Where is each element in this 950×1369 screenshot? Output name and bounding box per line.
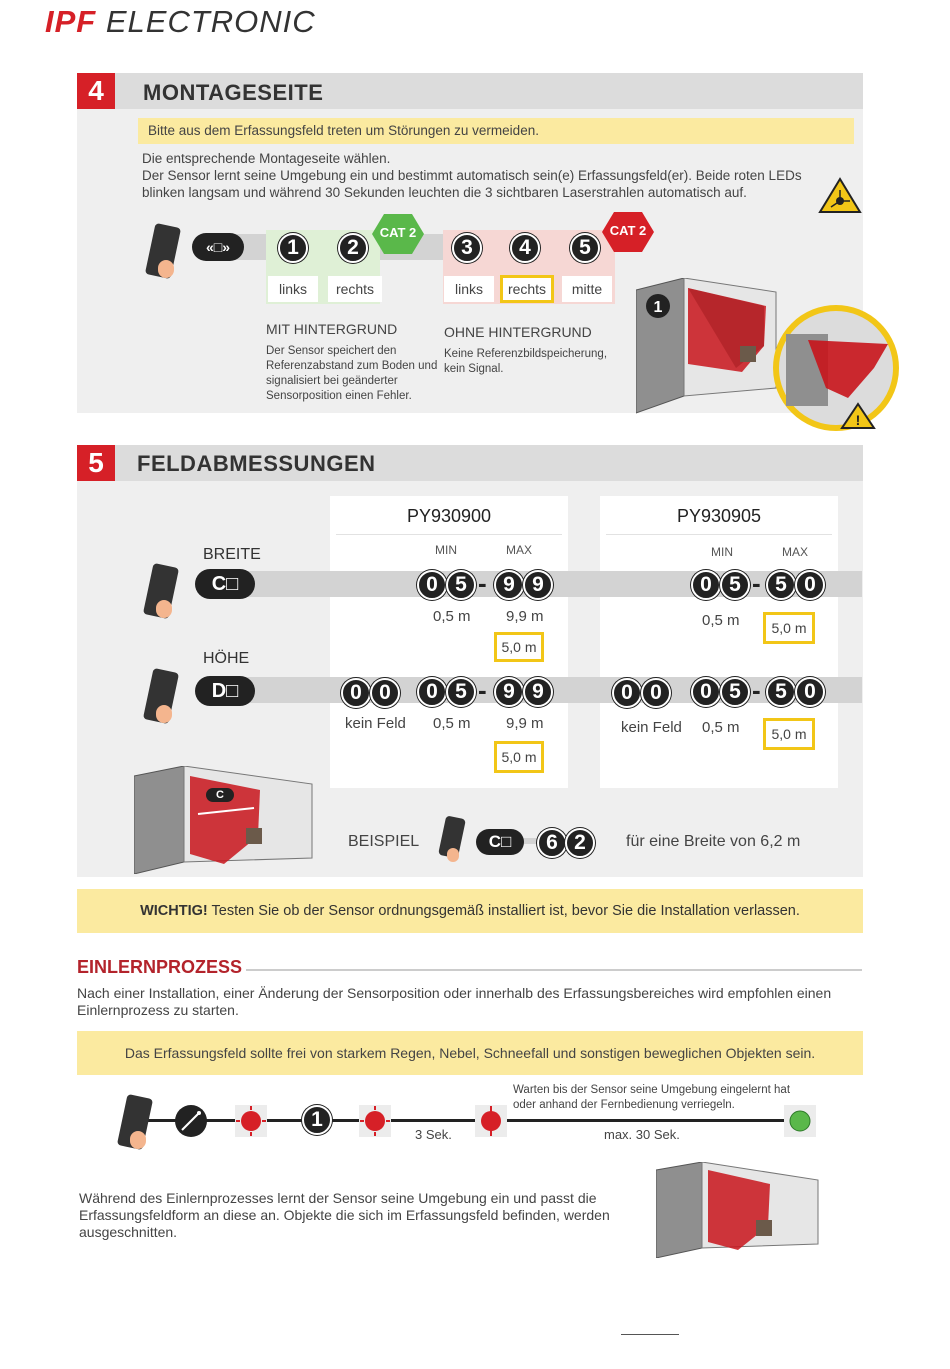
p2-b-digit-2: 5 (720, 570, 750, 600)
step-circle-3: 3 (452, 233, 482, 263)
process-step-1: 1 (302, 1105, 332, 1135)
einlern-title: EINLERNPROZESS (77, 957, 243, 977)
wichtig-bold: WICHTIG! (140, 903, 208, 919)
magic-wand-icon (174, 1104, 208, 1138)
example-label: BEISPIEL (348, 833, 420, 850)
model-1-divider (336, 534, 562, 535)
einlern-notice: Das Erfassungsfeld sollte frei von starkem Regen, Nebel, Schneefall und sonstigen beweglichen Objekten sein. (77, 1031, 863, 1075)
p2-min-label: MIN (711, 545, 733, 559)
example-digit-2: 2 (565, 828, 595, 858)
group2-text: Keine Referenzbildspeicherung, kein Signal. (444, 348, 608, 375)
example-button-icon: C□ (476, 829, 524, 855)
model-2-divider (606, 534, 832, 535)
p1-b-digit-4: 9 (523, 570, 553, 600)
p2-h-off-label: kein Feld (621, 719, 682, 736)
p2-b-min: 0,5 m (702, 612, 740, 629)
p1-h-digit-4: 9 (523, 677, 553, 707)
p1-b-digit-2: 5 (446, 570, 476, 600)
group1-text: Der Sensor speichert den Referenzabstand zum Boden und signalisiert bei geänderter Sensorposition einen Fehler. (266, 345, 438, 402)
p1-h-off-label: kein Feld (345, 715, 406, 732)
p1-h-dash: - (478, 675, 487, 705)
sec4-para2: Der Sensor lernt seine Umgebung ein und bestimmt automatisch sein(e) Erfassungsfeld(er). Beide roten LEDs blinken langsam und während 30 Sekunden leuchten die 3 sichtbaren Laserstrahlen automatisch auf. (142, 168, 802, 200)
einlern-intro: Nach einer Installation, einer Änderung der Sensorposition oder innerhalb des Erfassungsbereiches wird empfohlen einen Einlernprozess zu starten. (77, 985, 832, 1018)
door-illustration-sec4 (636, 278, 906, 438)
tile-rechts-2: rechts (500, 275, 554, 303)
illus-c-label: C (216, 789, 224, 801)
p1-h-min: 0,5 m (433, 715, 471, 732)
p1-h-max: 9,9 m (506, 715, 544, 732)
p2-h-min: 0,5 m (702, 719, 740, 736)
hand-icon-hoehe (156, 705, 172, 723)
p2-b-max-box: 5,0 m (763, 612, 815, 644)
cat2-red-label: CAT 2 (609, 223, 647, 238)
mount-side-button-icon: «□» (192, 233, 244, 261)
section-4-number: 4 (77, 73, 115, 109)
wichtig-banner (77, 889, 863, 933)
cat2-green-label: CAT 2 (379, 225, 417, 240)
tile-rechts-1: rechts (328, 276, 382, 302)
p2-b-dash: - (752, 568, 761, 598)
p2-h-max-box: 5,0 m (763, 718, 815, 750)
p1-b-digit-3: 9 (494, 570, 524, 600)
einlern-rule (246, 969, 862, 971)
footer-rule (621, 1334, 679, 1335)
p1-h-off-1: 0 (341, 678, 371, 708)
door-illustration-sec5 (134, 766, 316, 874)
svg-text:1: 1 (653, 299, 663, 316)
step-circle-5: 5 (570, 233, 600, 263)
logo-ipf: IPF (45, 4, 97, 39)
p2-h-off-2: 0 (641, 678, 671, 708)
hoehe-button-icon: D□ (195, 676, 255, 706)
laser-warning-icon (818, 176, 862, 214)
p1-h-max-box: 5,0 m (494, 741, 544, 773)
red-led-blink-icon-1 (234, 1104, 268, 1138)
tile-mitte: mitte (562, 276, 612, 302)
company-logo (45, 4, 316, 40)
tile-links-1: links (268, 276, 318, 302)
hand-icon (158, 260, 174, 278)
example-digit-1: 6 (537, 828, 567, 858)
p1-b-min: 0,5 m (433, 608, 471, 625)
group1-title: MIT HINTERGRUND (266, 321, 398, 337)
p2-b-digit-4: 0 (795, 570, 825, 600)
three-sec-label: 3 Sek. (415, 1127, 452, 1142)
p2-h-digit-4: 0 (795, 677, 825, 707)
p1-max-label: MAX (506, 543, 533, 557)
p1-b-digit-1: 0 (417, 570, 447, 600)
p2-h-digit-2: 5 (720, 677, 750, 707)
group2-title: OHNE HINTERGRUND (444, 324, 592, 340)
breite-button-icon: C□ (195, 569, 255, 599)
red-led-blink-icon-2 (358, 1104, 392, 1138)
svg-text:!: ! (855, 412, 861, 428)
tile-links-2: links (444, 276, 494, 302)
p2-b-digit-3: 5 (766, 570, 796, 600)
hand-icon-example (447, 848, 459, 862)
section-4-title: MONTAGESEITE (143, 80, 324, 105)
step-circle-2: 2 (338, 233, 368, 263)
p1-min-label: MIN (435, 543, 457, 557)
section-5-title: FELDABMESSUNGEN (137, 451, 376, 476)
breite-label: BREITE (203, 546, 261, 563)
p2-b-digit-1: 0 (691, 570, 721, 600)
logo-electronic: ELECTRONIC (105, 4, 316, 39)
p2-h-dash: - (752, 675, 761, 705)
hoehe-label: HÖHE (203, 650, 250, 667)
model-name-2: PY930905 (676, 506, 762, 526)
red-led-on-icon (474, 1104, 508, 1138)
step-circle-1: 1 (278, 233, 308, 263)
p2-h-off-1: 0 (612, 678, 642, 708)
step-circle-4: 4 (510, 233, 540, 263)
wichtig-text: Testen Sie ob der Sensor ordnungsgemäß installiert ist, bevor Sie die Installation verlassen. (207, 903, 800, 919)
green-led-icon (783, 1104, 817, 1138)
model-name-1: PY930900 (406, 506, 492, 526)
p1-h-off-2: 0 (370, 678, 400, 708)
p2-max-label: MAX (782, 545, 809, 559)
p1-h-digit-3: 9 (494, 677, 524, 707)
p1-h-digit-1: 0 (417, 677, 447, 707)
p1-b-max: 9,9 m (506, 608, 544, 625)
hand-icon-process (130, 1131, 146, 1149)
wait-text: Warten bis der Sensor seine Umgebung eingelernt hat oder anhand der Fernbedienung verriegeln. (513, 1084, 791, 1111)
sec4-para1: Die entsprechende Montageseite wählen. (142, 151, 391, 166)
p1-h-digit-2: 5 (446, 677, 476, 707)
thirty-sec-label: max. 30 Sek. (604, 1127, 680, 1142)
sec4-notice: Bitte aus dem Erfassungsfeld treten um Störungen zu vermeiden. (138, 118, 854, 144)
example-text: für eine Breite von 6,2 m (626, 833, 801, 850)
door-illustration-einlern (656, 1162, 822, 1258)
p2-h-digit-3: 5 (766, 677, 796, 707)
einlern-bottom-text: Während des Einlernprozesses lernt der Sensor seine Umgebung ein und passt die Erfassungsfeldform an diese an. Objekte die sich im Erfassungsfeld befinden, werden ausgeschnitten. (79, 1190, 610, 1240)
hand-icon-breite (156, 600, 172, 618)
p2-h-digit-1: 0 (691, 677, 721, 707)
p1-b-max-box: 5,0 m (494, 632, 544, 662)
p1-b-dash: - (478, 568, 487, 598)
section-5-number: 5 (77, 445, 115, 481)
